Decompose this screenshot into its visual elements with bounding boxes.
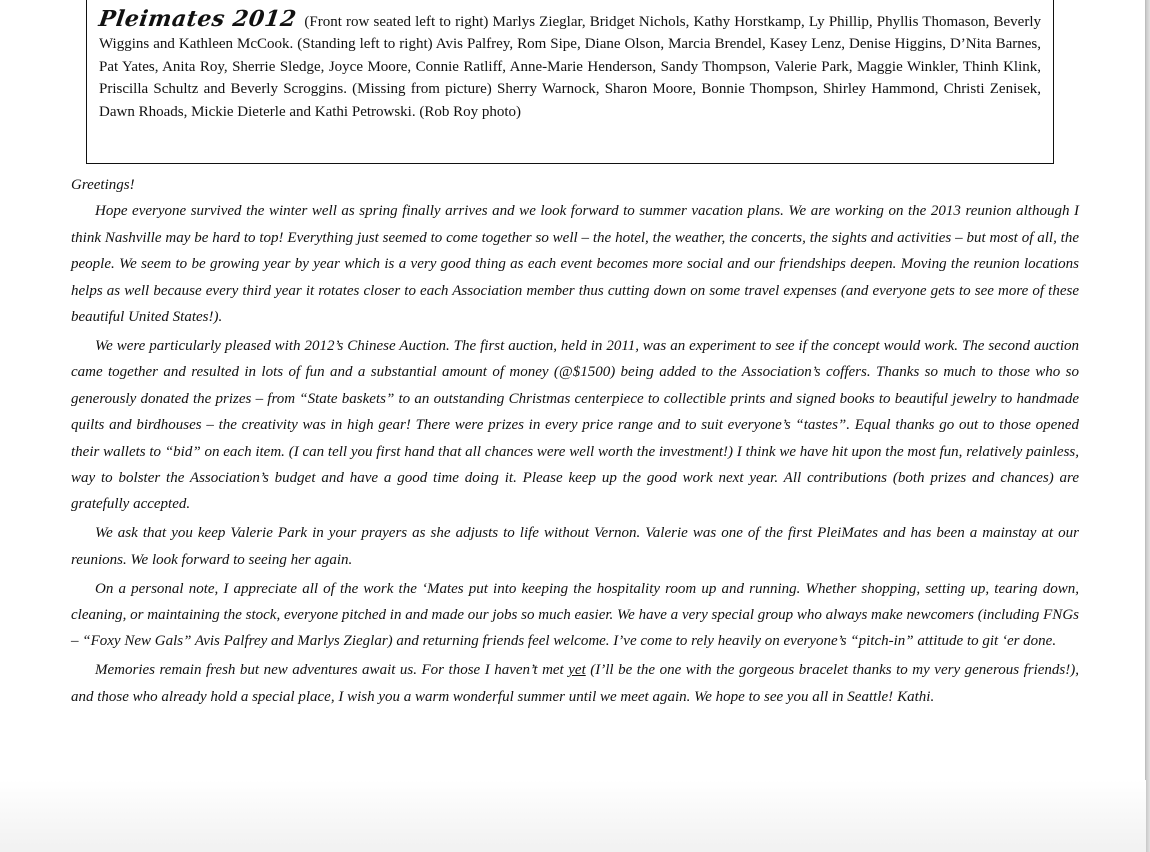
letter-signature: Kathi. <box>897 688 935 705</box>
letter-paragraph-5-text-a: Memories remain fresh but new adventures await us. For those I haven’t met <box>95 662 569 679</box>
photo-caption-box <box>86 0 1054 164</box>
letter-paragraph-5 <box>71 657 1079 710</box>
caption-title: Pleimates 2012 <box>97 6 299 32</box>
caption-text: (Front row seated left to right) Marlys Zieglar, Bridget Nichols, Kathy Horstkamp, Ly Phillip, Phyllis Thomason, Beverly Wiggins and Kathleen McCook. (Standing left to right) Avis Palfrey, Rom Sipe, Diane Olson, Marcia Brendel, Kasey Lenz, Denise Higgins, D’Nita Barnes, Pat Yates, Anita Roy, Sherrie Sledge, Joyce Moore, Connie Ratliff, Anne-Marie Henderson, Sandy Thompson, Valerie Park, Maggie Winkler, Thinh Klink, Priscilla Schultz and Beverly Scroggins. (Missing from picture) Sherry Warnock, Sharon Moore, Bonnie Thompson, Shirley Hammond, Christi Zenisek, Dawn Rhoads, Mickie Dieterle and Kathi Petrowski. (Rob Roy photo) <box>99 14 1041 120</box>
underlined-word: yet <box>568 662 586 679</box>
letter-paragraph-4: On a personal note, I appreciate all of the work the ‘Mates put into keeping the hospitality room up and running. Whether shopping, setting up, tearing down, cleaning, or maintaining the stock, everyone pitched in and made our jobs so much easier. We have a very special group who always make newcomers (including FNGs – “Foxy New Gals” Avis Palfrey and Marlys Zieglar) and returning friends feel welcome. I’ve come to rely heavily on everyone’s “pitch-in” attitude to git ‘er done. <box>71 580 1079 650</box>
letter-paragraph-1: Hope everyone survived the winter well as spring finally arrives and we look forward to summer vacation plans. We are working on the 2013 reunion although I think Nashville may be hard to top! Everything just seemed to come together so well – the hotel, the weather, the concerts, the sights and activities – but most of all, the people. We seem to be growing year by year which is a very good thing as each event becomes more social and our friendships deepen. Moving the reunion locations helps as well because every third year it rotates closer to each Association member thus cutting down on some travel expenses (and everyone gets to see more of these beautiful United States!). <box>71 203 1079 326</box>
letter-paragraph-3: We ask that you keep Valerie Park in your prayers as she adjusts to life without Vernon. Valerie was one of the first PleiMates and has been a mainstay at our reunions. We look forward to seeing her again. <box>71 525 1079 568</box>
page-bottom-shading <box>0 780 1146 852</box>
letter-body <box>71 172 1079 713</box>
page-edge-shadow <box>1146 0 1150 852</box>
letter-greeting: Greetings! <box>71 177 135 193</box>
letter-paragraph-5-text-b: (I’ll be the one with the gorgeous bracelet thanks to my very generous friends!), and those who already hold a special place, I wish you a warm wonderful summer until we meet again. We hope to see you all in Seattle! <box>71 662 1079 705</box>
letter-paragraph-2: We were particularly pleased with 2012’s Chinese Auction. The first auction, held in 2011, was an experiment to see if the concept would work. The second auction came together and resulted in lots of fun and a substantial amount of money (@$1500) being added to the Association’s coffers. Thanks so much to those who so generously donated the prizes – from “State baskets” to an outstanding Christmas centerpiece to collectible prints and signed books to beautiful jewelry to handmade quilts and birdhouses – the creativity was in high gear! There were prizes in every price range and to suit everyone’s “tastes”. Equal thanks go out to those opened their wallets to “bid” on each item. (I can tell you first hand that all chances were well worth the investment!) I think we have hit upon the most fun, relatively painless, way to bolster the Association’s budget and have a good time doing it. Please keep up the good work next year. All contributions (both prizes and chances) are gratefully accepted. <box>71 337 1079 513</box>
